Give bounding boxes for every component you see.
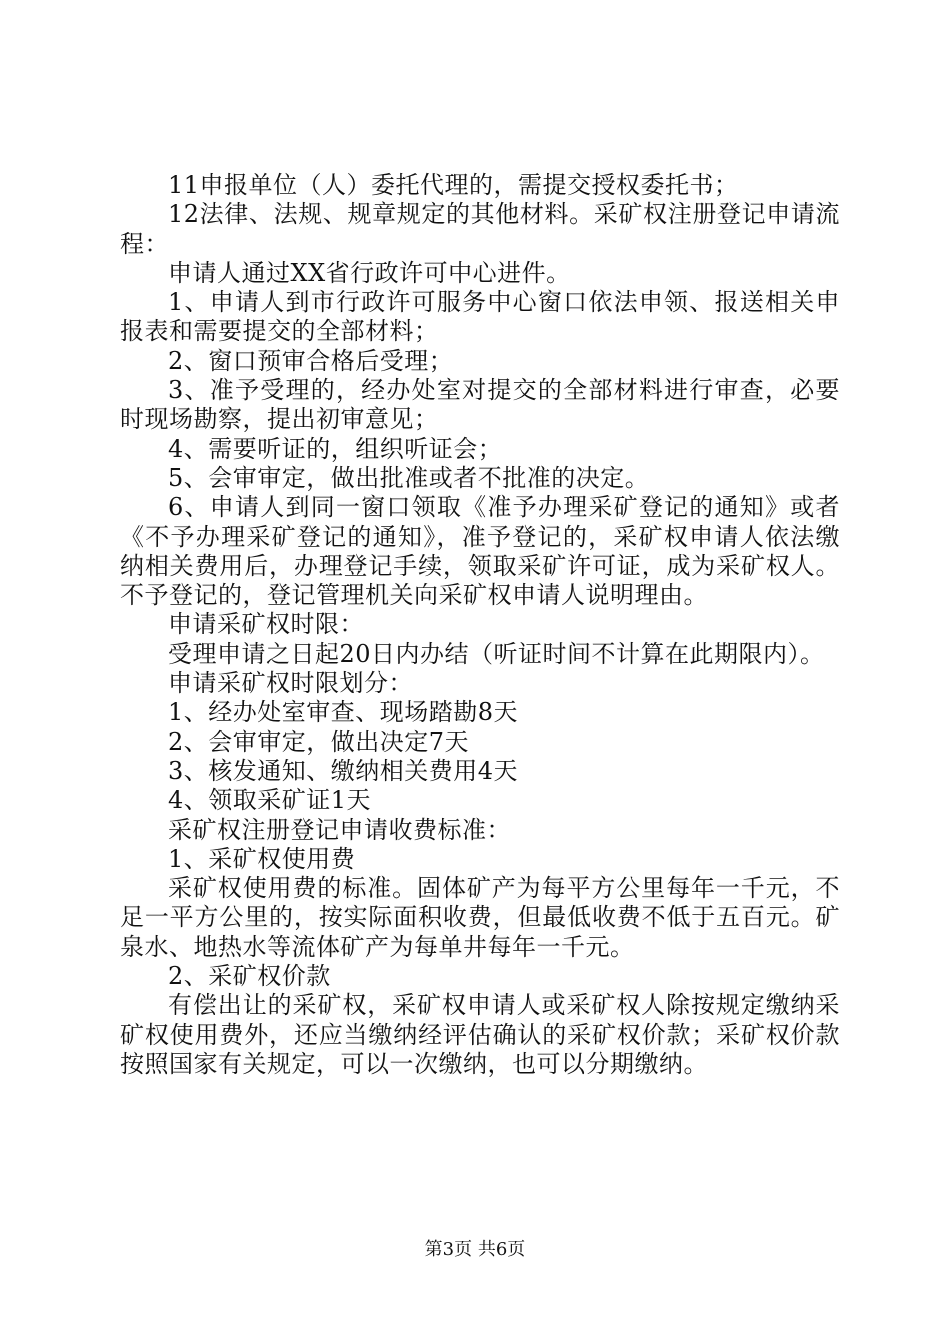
paragraph: 受理申请之日起20日内办结（听证时间不计算在此期限内）。 — [168, 639, 825, 668]
page-number: 第3页 共6页 — [424, 1239, 526, 1260]
paragraph: 1、采矿权使用费 — [168, 844, 356, 873]
paragraph: 申请人通过XX省行政许可中心进件。 — [168, 258, 571, 287]
paragraph: 有偿出让的采矿权，采矿权申请人或采矿权人除按规定缴纳采矿权使用费外，还应当缴纳经评估确认的采矿权价款；采矿权价款按照国家有关规定，可以一次缴纳，也可以分期缴纳。 — [120, 991, 840, 1078]
paragraph: 4、领取采矿证1天 — [168, 786, 372, 815]
paragraph: 3、准予受理的，经办处室对提交的全部材料进行审查，必要时现场勘察，提出初审意见； — [120, 376, 840, 434]
paragraph: 申请采矿权时限划分： — [168, 669, 413, 698]
page-footer — [0, 1238, 950, 1262]
paragraph: 2、采矿权价款 — [168, 962, 331, 991]
paragraph: 1、经办处室审查、现场踏勘8天 — [168, 698, 519, 727]
paragraph: 采矿权使用费的标准。固体矿产为每平方公里每年一千元，不足一平方公里的，按实际面积收费，但最低收费不低于五百元。矿泉水、地热水等流体矿产为每单井每年一千元。 — [120, 874, 840, 961]
paragraph: 1、申请人到市行政许可服务中心窗口依法申领、报送相关申报表和需要提交的全部材料； — [120, 288, 840, 346]
paragraph: 12法律、法规、规章规定的其他材料。采矿权注册登记申请流程： — [120, 200, 840, 258]
paragraph: 4、需要听证的，组织听证会； — [168, 434, 503, 463]
paragraph: 11申报单位（人）委托代理的，需提交授权委托书； — [168, 171, 739, 199]
paragraph: 申请采矿权时限： — [168, 610, 364, 639]
paragraph: 6、申请人到同一窗口领取《准予办理采矿登记的通知》或者《不予办理采矿登记的通知》，准予登记的，采矿权申请人依法缴纳相关费用后，办理登记手续，领取采矿许可证，成为采矿权人。不予登记的，登记管理机关向采矿权申请人说明理由。 — [120, 493, 840, 610]
paragraph: 5、会审审定，做出批准或者不批准的决定。 — [168, 463, 650, 492]
paragraph: 2、会审审定，做出决定7天 — [168, 727, 470, 756]
document-body — [120, 171, 840, 1079]
paragraph: 3、核发通知、缴纳相关费用4天 — [168, 756, 519, 785]
paragraph: 2、窗口预审合格后受理； — [168, 346, 454, 375]
paragraph: 采矿权注册登记申请收费标准： — [168, 815, 511, 844]
